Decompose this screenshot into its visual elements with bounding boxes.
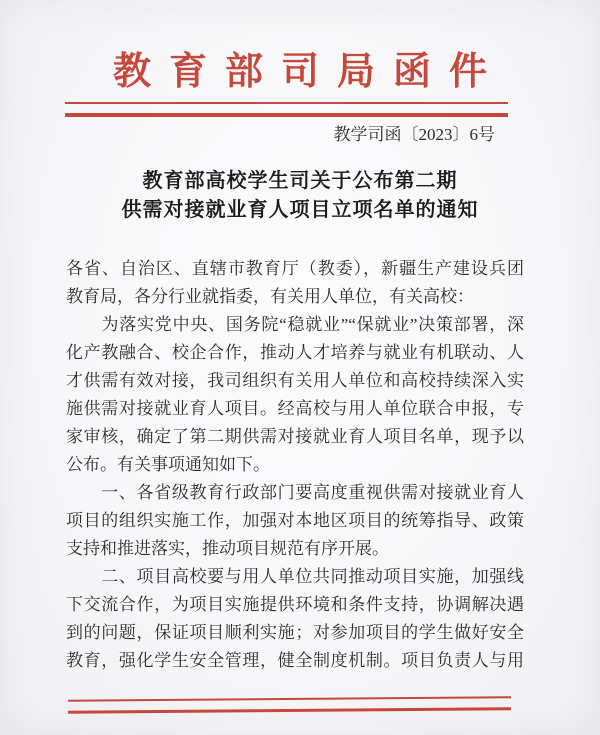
letterhead-title: 教育部司局函件 [112,51,505,93]
document-number: 教学司函〔2023〕6号 [333,125,495,144]
body-line: 教育局，各分行业就指委，有关用人单位，有关高校： [66,287,474,306]
body-line: 施供需对接就业育人项目。经高校与用人单位联合申报，专 [66,399,524,418]
body-line: 化产教融合、校企合作，推动人才培养与就业有机联动、人 [66,343,524,362]
body-line: 项目的组织实施工作，加强对本地区项目的统筹指导、政策 [66,511,524,530]
notice-title-line1: 教育部高校学生司关于公布第二期 [142,170,458,192]
notice-title [0,167,600,225]
body-line: 公布。有关事项通知如下。 [66,455,270,474]
footer-double-rule [68,696,511,713]
notice-body [66,255,524,675]
notice-title-line2: 供需对接就业育人项目立项名单的通知 [121,199,479,221]
body-line: 才供需有效对接，我司组织有关用人单位和高校持续深入实 [66,371,524,390]
body-line: 为落实党中央、国务院“稳就业”“保就业”决策部署，深 [66,315,524,334]
body-line: 各省、自治区、直辖市教育厅（教委），新疆生产建设兵团 [66,259,524,278]
body-line: 到的问题，保证项目顺利实施；对参加项目的学生做好安全 [66,623,524,642]
body-line: 支持和推进落实，推动项目规范有序开展。 [66,539,389,558]
body-line: 家审核，确定了第二期供需对接就业育人项目名单，现予以 [66,427,524,446]
body-line: 下交流合作，为项目实施提供环境和条件支持，协调解决遇 [66,595,524,614]
header-double-rule [65,102,508,117]
body-line: 一、各省级教育行政部门要高度重视供需对接就业育人 [66,483,524,502]
body-line: 二、项目高校要与用人单位共同推动项目实施，加强线 [66,567,524,586]
body-line: 教育，强化学生安全管理，健全制度机制。项目负责人与用 [66,651,524,670]
